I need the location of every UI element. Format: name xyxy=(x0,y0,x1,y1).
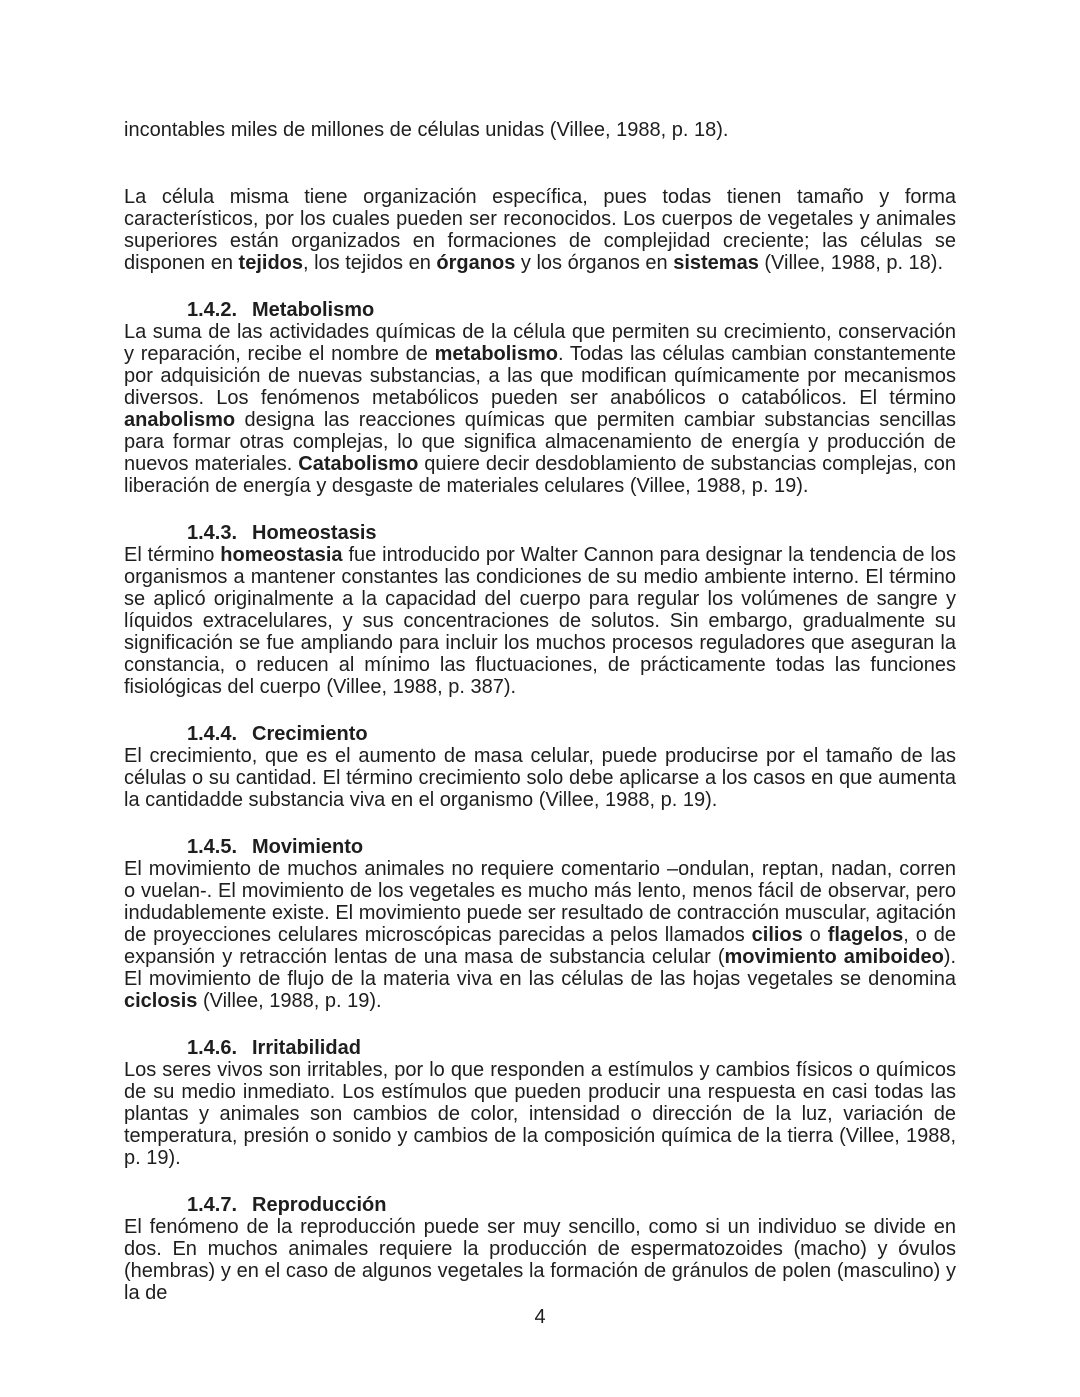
paragraph-12 xyxy=(124,1059,956,1169)
paragraph-4 xyxy=(124,321,956,497)
text-run: La suma de las actividades químicas de la célula que permiten su crecimiento, conservación y reparación, recibe el nombre de xyxy=(124,321,956,365)
text-run: El término xyxy=(124,544,221,566)
bold-term: sistemas xyxy=(673,252,759,274)
bold-term: tejidos xyxy=(238,252,303,274)
text-run: incontables miles de millones de células unidas (Villee, 1988, p. 18). xyxy=(124,119,729,141)
document-body xyxy=(124,119,956,1304)
text-run: El fenómeno de la reproducción puede ser muy sencillo, como si un individuo se divide en dos. En muchos animales requiere la producción de espermatozoides (macho) y óvulos (hembras) y en el caso de algunos vegetales la formación de gránulos de polen (masculino) y la de xyxy=(124,1216,956,1304)
bold-term: ciclosis xyxy=(124,990,198,1012)
paragraph-1 xyxy=(124,119,956,141)
section-title: Homeostasis xyxy=(252,522,377,544)
section-number: 1.4.5. xyxy=(187,836,238,858)
text-run: (Villee, 1988, p. 18). xyxy=(758,252,944,274)
bold-term: Catabolismo xyxy=(298,453,419,475)
section-heading-movimiento xyxy=(124,836,956,858)
text-run: , los tejidos en xyxy=(303,252,437,274)
section-title: Metabolismo xyxy=(252,299,375,321)
text-run: Los seres vivos son irritables, por lo que responden a estímulos y cambios físicos o químicos de su medio inmediato. Los estímulos que pueden producir una respuesta en casi todas las plantas y animales son cambios de color, intensidad o dirección de la luz, variación de temperatura, presión o sonido y cambios de la composición química de la tierra (Villee, 1988, p. 19). xyxy=(124,1059,956,1169)
text-run: , o de expansión y retracción lentas de una masa de substancia celular ( xyxy=(124,924,956,968)
section-number: 1.4.2. xyxy=(187,299,238,321)
text-run: El movimiento de muchos animales no requiere comentario –ondulan, reptan, nadan, corren o vuelan-. El movimiento de los vegetales es mucho más lento, menos fácil de observar, pero indudablemente existe. El movimiento puede ser resultado de contracción muscular, agitación de proyecciones celulares microscópicas parecidas a pelos llamados xyxy=(124,858,956,946)
text-run: . Todas las células cambian constantemente por adquisición de nuevas substancias, a las que modifican químicamente por mecanismos diversos. Los fenómenos metabólicos pueden ser anabólicos o catabólicos. El término xyxy=(124,343,956,409)
section-number: 1.4.4. xyxy=(187,723,238,745)
section-heading-metabolismo xyxy=(124,299,956,321)
text-run: o xyxy=(802,924,828,946)
paragraph-14 xyxy=(124,1216,956,1304)
text-run: y los órganos en xyxy=(515,252,674,274)
text-run: designa las reacciones químicas que permiten cambiar substancias sencillas para formar otras complejas, lo que significa almacenamiento de energía y producción de nuevos materiales. xyxy=(124,409,956,475)
bold-term: cilios xyxy=(751,924,803,946)
text-run: (Villee, 1988, p. 19). xyxy=(197,990,382,1012)
section-title: Irritabilidad xyxy=(252,1037,361,1059)
text-run: fue introducido por Walter Cannon para designar la tendencia de los organismos a mantener constantes las condiciones de su medio ambiente interno. El término se aplicó originalmente a la capacidad del cuerpo para regular los volúmenes de sangre y líquidos extracelulares, y sus concentraciones de solutos. Sin embargo, gradualmente su significación se fue ampliando para incluir los muchos procesos reguladores que aseguran la constancia, o reducen al mínimo las fluctuaciones, de prácticamente todas las funciones fisiológicas del cuerpo (Villee, 1988, p. 387). xyxy=(124,544,956,698)
section-heading-reproduccion xyxy=(124,1194,956,1216)
paragraph-8 xyxy=(124,745,956,811)
bold-term: flagelos xyxy=(827,924,904,946)
section-number: 1.4.6. xyxy=(187,1037,238,1059)
bold-term: homeostasia xyxy=(220,544,343,566)
text-run: La célula misma tiene organización específica, pues todas tienen tamaño y forma característicos, por los cuales pueden ser reconocidos. Los cuerpos de vegetales y animales superiores están organizados en formaciones de complejidad creciente; las células se disponen en xyxy=(124,186,956,274)
text-run: quiere decir desdoblamiento de substancias complejas, con liberación de energía y desgaste de materiales celulares (Villee, 1988, p. 19). xyxy=(124,453,956,497)
page-footer xyxy=(0,1306,1080,1328)
paragraph-10 xyxy=(124,858,956,1012)
bold-term: anabolismo xyxy=(124,409,236,431)
section-heading-homeostasis xyxy=(124,522,956,544)
text-run: ). El movimiento de flujo de la materia viva en las células de las hojas vegetales se denomina xyxy=(124,946,956,990)
bold-term: movimiento amiboideo xyxy=(724,946,944,968)
paragraph-6 xyxy=(124,544,956,698)
page-number: 4 xyxy=(534,1306,546,1328)
paragraph-2 xyxy=(124,186,956,274)
section-number: 1.4.7. xyxy=(187,1194,238,1216)
section-title: Crecimiento xyxy=(252,723,368,745)
section-heading-crecimiento xyxy=(124,723,956,745)
section-title: Reproducción xyxy=(252,1194,387,1216)
bold-term: metabolismo xyxy=(434,343,558,365)
section-number: 1.4.3. xyxy=(187,522,238,544)
text-run: El crecimiento, que es el aumento de masa celular, puede producirse por el tamaño de las células o su cantidad. El término crecimiento solo debe aplicarse a los casos en que aumenta la cantidadde substancia viva en el organismo (Villee, 1988, p. 19). xyxy=(124,745,956,811)
section-title: Movimiento xyxy=(252,836,364,858)
bold-term: órganos xyxy=(436,252,516,274)
section-heading-irritabilidad xyxy=(124,1037,956,1059)
